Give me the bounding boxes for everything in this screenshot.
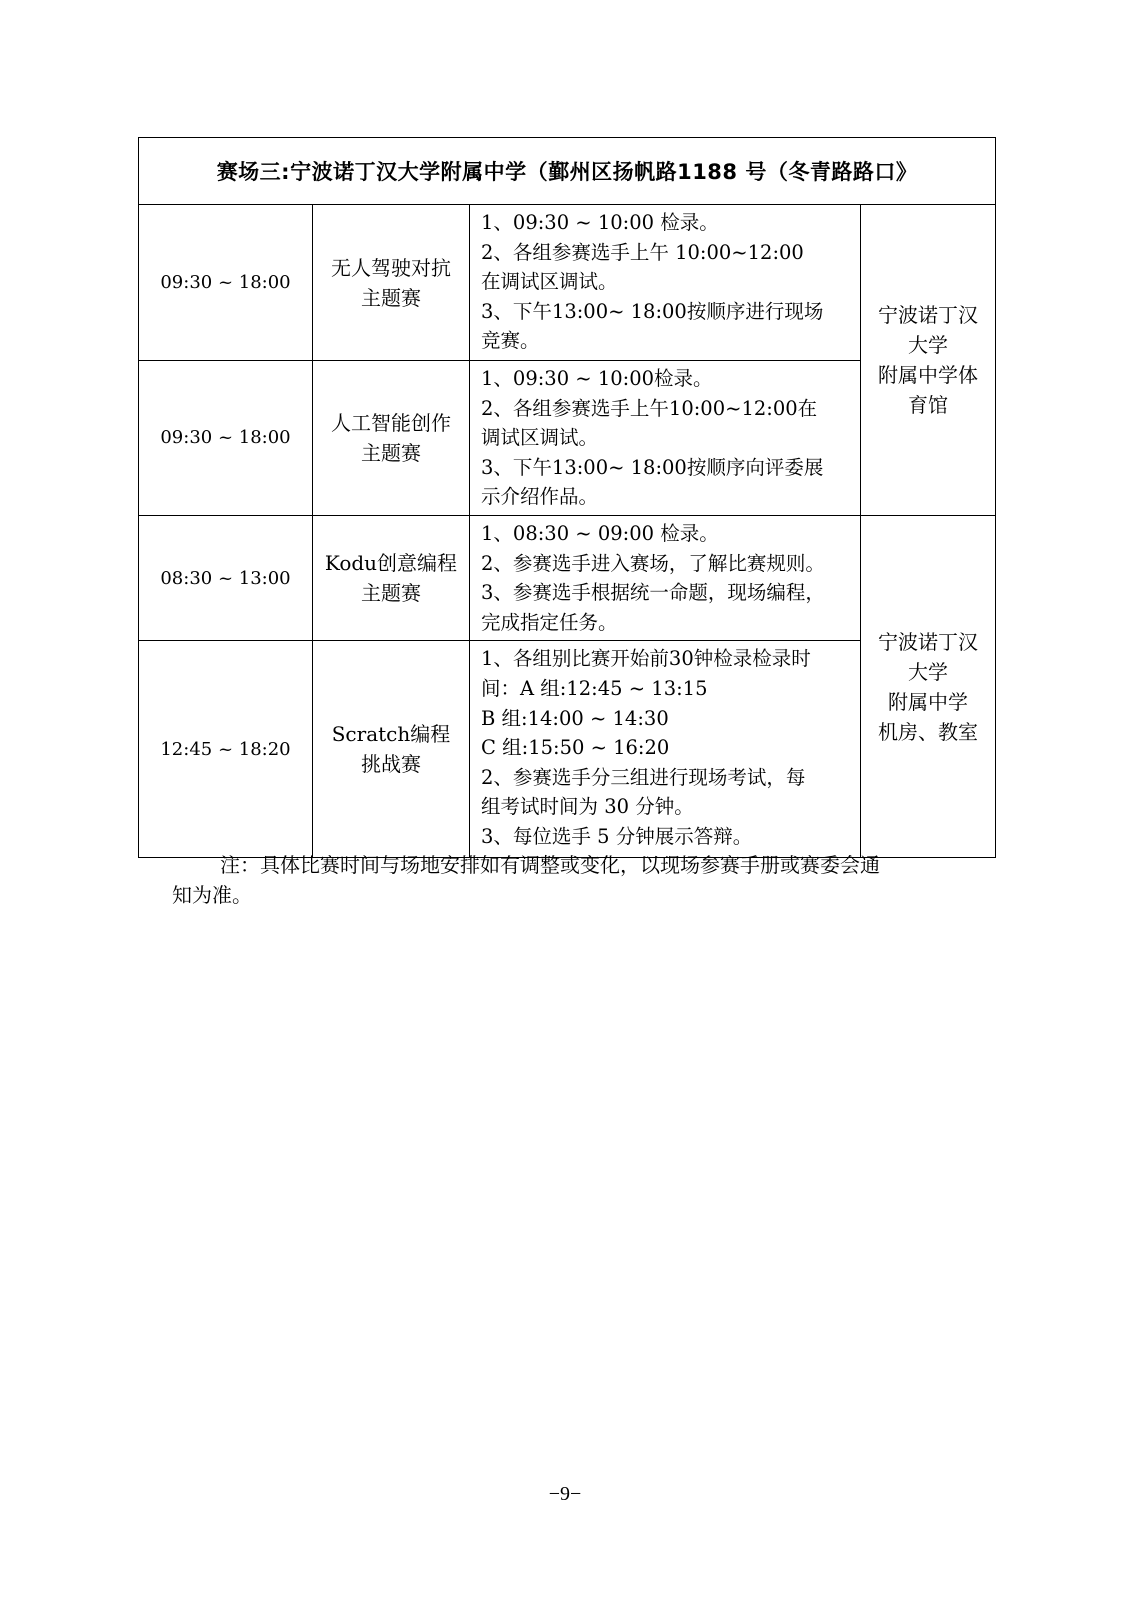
detail-cell: [470, 361, 861, 516]
detail-line: 2、各组参赛选手上午10:00~12:00在: [481, 396, 818, 420]
detail-line: 3、参赛选手根据统一命题，现场编程，: [481, 581, 825, 605]
event-cell: [313, 641, 470, 858]
detail-line: 3、下午13:00~ 18:00按顺序进行现场: [481, 299, 824, 323]
note-line: 知为准。: [172, 883, 252, 907]
detail-cell: [470, 205, 861, 361]
event-line: 主题赛: [361, 440, 421, 465]
footnote: [172, 850, 972, 910]
venue-line: 附属中学: [888, 689, 969, 714]
detail-line: 示介绍作品。: [481, 485, 599, 509]
venue-line: 宁波诺丁汉: [878, 302, 979, 327]
venue-line: 大学: [908, 659, 949, 684]
detail-line: 在调试区调试。: [481, 270, 618, 294]
time-cell: 09:30 ~ 18:00: [139, 205, 313, 361]
detail-line: 竞赛。: [481, 329, 540, 353]
event-line: Kodu创意编程: [324, 551, 458, 576]
table-row: [139, 515, 996, 640]
detail-line: 完成指定任务。: [481, 610, 618, 634]
event-line: 人工智能创作: [331, 410, 451, 435]
event-line: 主题赛: [361, 581, 421, 606]
venue-title: 赛场三:宁波诺丁汉大学附属中学（鄞州区扬帆路1188 号（冬青路路口》: [139, 138, 996, 205]
venue-line: 育馆: [908, 392, 949, 417]
venue-line: 大学: [908, 332, 949, 357]
detail-line: B 组:14:00 ~ 14:30: [481, 706, 669, 730]
schedule-table: [138, 137, 996, 858]
table-row: [139, 205, 996, 361]
detail-line: 间：A 组:12:45 ~ 13:15: [481, 676, 708, 700]
venue-cell: [861, 205, 996, 516]
venue-line: 宁波诺丁汉: [878, 629, 979, 654]
time-cell: 12:45 ~ 18:20: [139, 641, 313, 858]
event-line: 主题赛: [361, 285, 421, 310]
detail-line: 2、各组参赛选手上午 10:00~12:00: [481, 240, 804, 264]
time-cell: 08:30 ~ 13:00: [139, 515, 313, 640]
venue-line: 机房、教室: [878, 719, 979, 744]
event-cell: [313, 515, 470, 640]
event-cell: [313, 361, 470, 516]
detail-line: 1、各组别比赛开始前30钟检录检录时: [481, 647, 811, 671]
title-row: [139, 138, 996, 205]
detail-line: C 组:15:50 ~ 16:20: [481, 736, 670, 760]
detail-cell: [470, 641, 861, 858]
venue-line: 附属中学体: [878, 362, 979, 387]
event-line: 挑战赛: [361, 752, 421, 777]
detail-line: 调试区调试。: [481, 426, 599, 450]
note-line: 注：具体比赛时间与场地安排如有调整或变化，以现场参赛手册或赛委会通: [220, 853, 880, 877]
detail-line: 3、下午13:00~ 18:00按顺序向评委展: [481, 455, 824, 479]
detail-cell: [470, 515, 861, 640]
event-cell: [313, 205, 470, 361]
page-number: −9−: [548, 1483, 582, 1505]
venue-cell: [861, 515, 996, 857]
detail-line: 2、参赛选手进入赛场，了解比赛规则。: [481, 551, 825, 575]
detail-line: 1、09:30 ~ 10:00检录。: [481, 367, 713, 390]
detail-line: 3、每位选手 5 分钟展示答辩。: [481, 824, 753, 848]
detail-line: 组考试时间为 30 分钟。: [481, 795, 694, 819]
detail-line: 1、08:30 ~ 09:00 检录。: [481, 521, 719, 545]
event-line: Scratch编程: [331, 722, 451, 747]
detail-line: 1、09:30 ~ 10:00 检录。: [481, 211, 719, 234]
event-line: 无人驾驶对抗: [331, 255, 451, 280]
detail-line: 2、参赛选手分三组进行现场考试，每: [481, 765, 806, 789]
time-cell: 09:30 ~ 18:00: [139, 361, 313, 516]
